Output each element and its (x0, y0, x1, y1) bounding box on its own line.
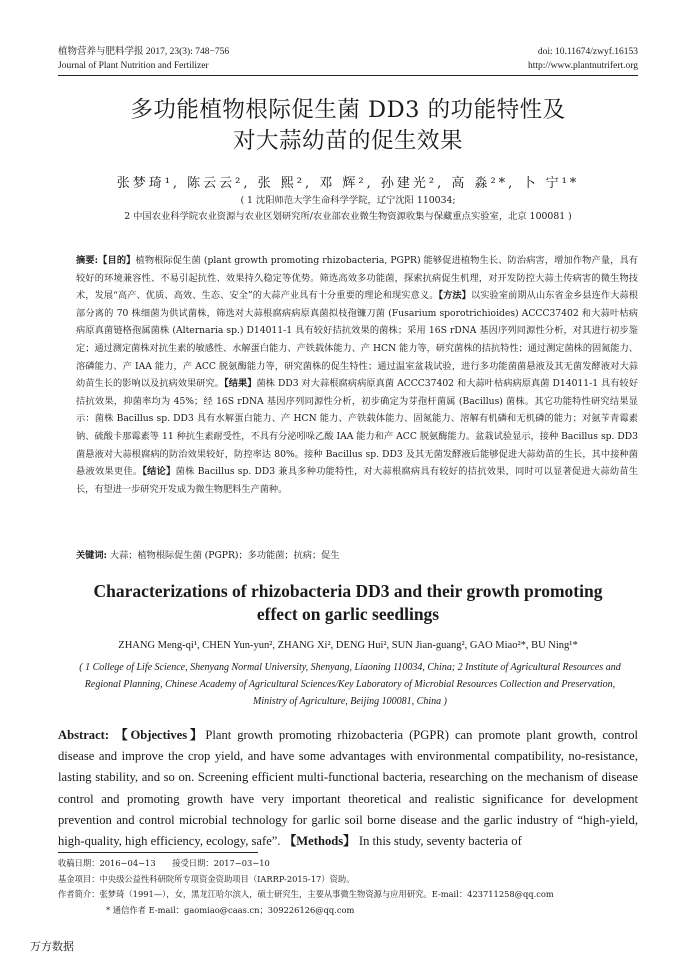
journal-cn-citation: 植物营养与肥料学报 2017, 23(3): 748−756 (58, 47, 230, 57)
abstract-cn (76, 252, 638, 498)
keywords-cn-label: 关键词: (76, 550, 107, 561)
affiliation-en: ( 1 College of Life Science, Shenyang Normal University, Shenyang, Liaoning 110034, China; 2 Institute of Agricultural Resources and Regional Planning, Chinese Academy of Agricultural Sciences/Key Laboratory of Microbial Resources Collection and Preservation, Ministry of Agriculture, Beijing 100081, China ) (79, 662, 621, 707)
affiliation-cn-1: ( 1 沈阳师范大学生命科学学院，辽宁沈阳 110034; (240, 195, 456, 206)
doi: doi: 10.11674/zwyf.16153 (537, 47, 638, 57)
title-en-line2: effect on garlic seedlings (256, 604, 440, 624)
authors-en: ZHANG Meng-qi¹, CHEN Yun-yun², ZHANG Xi², DENG Hui², SUN Jian-guang², GAO Miao²*, BU Ning¹* (118, 640, 578, 651)
methods-tag: 【方法】 (438, 290, 471, 302)
keywords-cn-text: 大蒜；植物根际促生菌 (PGPR)；多功能菌；抗病；促生 (109, 550, 340, 561)
objective-tag: 【目的】 (98, 255, 136, 266)
footnote-rule (58, 852, 258, 853)
objectives-en-text: Plant growth promoting rhizobacteria (PGPR) can promote plant growth, control disease and improve the crop yield, and have some advantages with environmental compatibility, no-resistance, lasting stability, and so on. Screening efficient multi-functional bacteria, researching on the mechanism of disease control and promoting growth have very important theoretical and realistic significance for development prevention and control microbial technology for garlic soil borne disease and the garlic industry of “high-yield, high-quality, high efficiency, ecology, safe”. (58, 728, 638, 849)
conclusions-tag: 【结论】 (142, 466, 176, 478)
journal-url[interactable]: http://www.plantnutrifert.org (527, 60, 638, 71)
methods-en-tag: 【Methods】 (283, 834, 356, 849)
conclusions-text: 菌株 Bacillus sp. DD3 兼具多种功能特性，对大蒜根腐病具有较好的拮抗效果，同时可以显著促进大蒜幼苗生长，有望进一步研究开发成为微生物肥料生产菌种。 (76, 466, 638, 495)
footnotes (58, 856, 638, 918)
abstract-en (58, 725, 638, 852)
methods-text: 以实验室前期从山东省金乡县连作大蒜根部分离的 70 株细菌为供试菌株，筛选对大蒜根腐病病原真菌拟枝孢镰刀菌 (Fusarium sporotrichioides) ACCC37402 和大蒜叶枯病病原真菌链格孢属菌株 (Alternaria sp.) D14011-1 具有较好拮抗效果的菌株；采用 16S rDNA 基因序列同源性分析，对其进行初步鉴定；通过测定菌株对抗生素的敏感性、水解蛋白能力、产铁载体能力、产 HCN 能力等，研究菌株的拮抗特性；通过测定菌株的固氮能力、溶磷能力、产 IAA 能力，产 ACC 脱氨酶能力等，研究菌株的促生特性；通过温室盆栽试验，进行多功能菌菌悬液及其无菌发酵液对大蒜幼苗生长的影响以及抗病效果研究。 (76, 290, 638, 390)
footnote-fund: 基金项目：中央级公益性科研院所专项资金资助项目（IARRP-2015-17）资助。 (58, 873, 355, 884)
affiliation-cn-2: 2 中国农业科学院农业资源与农业区划研究所/农业部农业微生物资源收集与保藏重点实验室，北京 100081 ) (124, 211, 572, 222)
affiliations-cn (58, 193, 638, 225)
results-tag: 【结果】 (224, 378, 257, 390)
footnote-corresponding: * 通信作者 E-mail：gaomiao@caas.cn；309226126@qq.com (106, 904, 355, 915)
title-en-line1: Characterizations of rhizobacteria DD3 and their growth promoting (93, 581, 603, 601)
abstract-cn-label: 摘要: (76, 255, 99, 266)
abstract-en-label: Abstract: (58, 728, 110, 742)
keywords-cn (76, 548, 638, 564)
watermark: 万方数据 (30, 940, 74, 953)
header-rule (58, 75, 638, 76)
objectives-en-tag: 【Objectives】 (115, 728, 206, 742)
title-cn-line1: 多功能植物根际促生菌 DD3 的功能特性及 (130, 97, 566, 123)
journal-header-right (528, 46, 638, 73)
results-text: 菌株 DD3 对大蒜根腐病病原真菌 ACCC37402 和大蒜叶枯病病原真菌 D14011-1 具有较好拮抗效果，抑菌率均为 45%；经 16S rDNA 基因序列同源性分析，初步确定为芽孢杆菌属 (Bacillus) 菌株。其它功能特性研究结果显示：菌株 Bacillus sp. DD3 具有水解蛋白能力、产 HCN 能力、产铁载体能力、固氮能力、溶解有机磷和无机磷的能力；对氨苄青霉素钠、硫酸卡那霉素等 11 种抗生素耐受性，不具有分泌吲哚乙酸 IAA 能力和产 ACC 脱氨酶能力。盆栽试验显示，接种 Bacillus sp. DD3 菌悬液对大蒜根腐病的防治效果较好，防控率达 80%。接种 Bacillus sp. DD3 及其无菌发酵液后能够促进大蒜幼苗的生长，其中接种菌悬液效果更佳。 (76, 378, 639, 478)
title-cn-line2: 对大蒜幼苗的促生效果 (232, 128, 463, 154)
objective-text: 植物根际促生菌 (plant growth promoting rhizobacteria, PGPR) 能够促进植物生长、防治病害，增加作物产量，具有较好的环境兼容性、不易引起抗性、效果持久稳定等优势。筛选高效多功能菌，探索抗病促生机理，对开发防控大蒜土传病害的微生物技术，发展“高产、优质、高效、生态、安全”的大蒜产业具有十分重要的理论和现实意义。 (76, 255, 638, 302)
title-en (58, 580, 638, 626)
journal-en-name: Journal of Plant Nutrition and Fertilizer (58, 60, 209, 71)
footnote-received: 收稿日期：2016−04−13 接受日期：2017−03−10 (58, 858, 270, 868)
journal-header-left (58, 46, 229, 73)
title-cn (58, 95, 638, 157)
footnote-author: 作者简介：张梦琦（1991—），女，黑龙江哈尔滨人，硕士研究生，主要从事微生物资源与应用研究。E-mail：423711258@qq.com (58, 889, 554, 899)
authors-cn: 张梦琦¹, 陈云云², 张 熙², 邓 辉², 孙建光², 高 淼²*, 卜 宁¹* (116, 176, 580, 191)
methods-en-text: In this study, seventy bacteria of (358, 834, 522, 849)
